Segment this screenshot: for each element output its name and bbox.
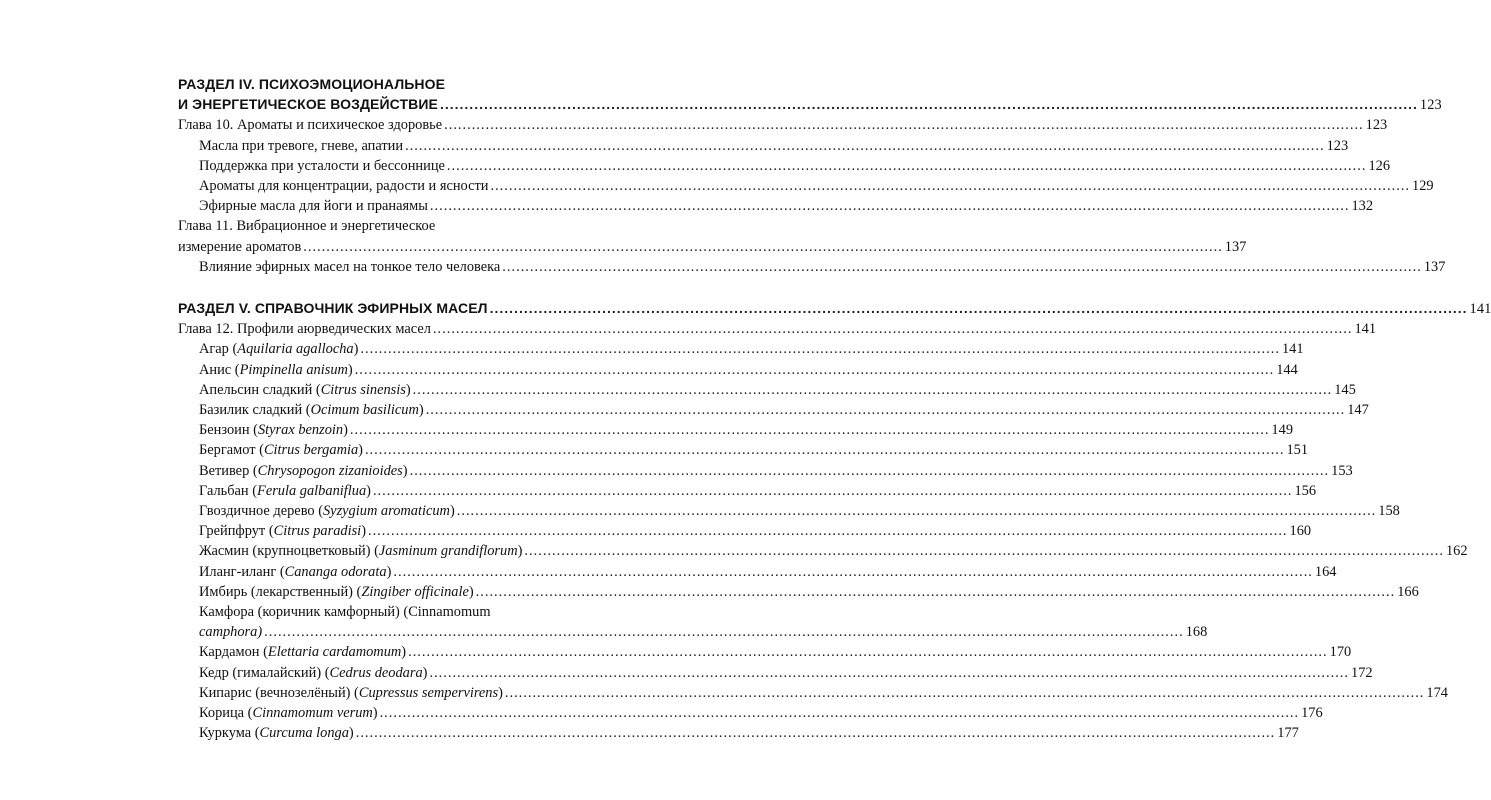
item-title: Ароматы для концентрации, радости и ясности [199, 178, 489, 195]
dot-leader: ........................................................................................................................................................................................................ [504, 684, 1425, 701]
toc-entry-item [178, 582, 1419, 602]
item-name: Гвоздичное дерево [199, 503, 319, 520]
page-number: 160 [1289, 523, 1312, 540]
item-latin-name: Aquilaria agallocha [237, 341, 354, 358]
page-number: 156 [1294, 482, 1317, 499]
item-latin-name: Citrus bergamia [263, 442, 359, 459]
item-title: Имбирь (лекарственный) (Zingiber officinale) [199, 583, 474, 600]
page-number: 168 [1185, 624, 1208, 641]
toc-entry-item [178, 176, 1434, 196]
page-number: 132 [1351, 198, 1374, 215]
item-title: Ветивер (Chrysopogon zizanioides) [199, 462, 408, 479]
toc-entry-item [178, 683, 1448, 703]
toc-entry-item [178, 723, 1299, 743]
item-name: Иланг-иланг [199, 563, 280, 580]
item-name: Анис [199, 361, 235, 378]
page-number: 137 [1423, 258, 1446, 275]
chapter-title: измерение ароматов [178, 238, 302, 255]
item-name: Бензоин [199, 422, 254, 439]
toc-entry-item [178, 360, 1298, 380]
item-latin-name: Cananga odorata [284, 563, 387, 580]
item-title: Базилик сладкий (Ocimum basilicum) [199, 402, 424, 419]
page-number: 126 [1368, 157, 1391, 174]
toc-entry-chapter [178, 237, 1247, 257]
item-name: Кипарис (вечнозелёный) [199, 684, 355, 701]
item-latin-name: Elettaria cardamomum [267, 644, 402, 661]
dot-leader: ........................................................................................................................................................................................................ [409, 462, 1330, 479]
dot-leader: ........................................................................................................................................................................................................ [364, 442, 1285, 459]
chapter-title: Глава 10. Ароматы и психическое здоровье [178, 117, 443, 134]
item-title: Камфора (коричник камфорный) (Cinnamomum [199, 604, 491, 621]
item-latin-name: Citrus sinensis [320, 381, 406, 398]
oil-list [178, 339, 1468, 743]
item-name: Имбирь (лекарственный) [199, 583, 357, 600]
page-number: 141 [1469, 301, 1491, 318]
item-latin-name: Chrysopogon zizanioides [257, 462, 403, 479]
dot-leader: ........................................................................................................................................................................................................ [475, 583, 1396, 600]
section-title: РАЗДЕЛ V. СПРАВОЧНИК ЭФИРНЫХ МАСЕЛ [178, 300, 488, 317]
dot-leader: ........................................................................................................................................................................................................ [502, 258, 1422, 275]
item-title: Кипарис (вечнозелёный) (Cupressus sempervirens) [199, 684, 503, 701]
item-title: Бергамот (Citrus bergamia) [199, 442, 363, 459]
page-number: 144 [1276, 361, 1298, 378]
toc-entry-item [178, 420, 1294, 440]
item-title: Иланг-иланг (Cananga odorata) [199, 563, 392, 580]
page-number: 147 [1347, 402, 1369, 419]
item-latin-name: Cupressus sempervirens [358, 684, 499, 701]
table-of-contents [178, 74, 1491, 744]
item-name: Бергамот [199, 442, 260, 459]
item-latin-name: Ferula galbaniflua [257, 482, 367, 499]
dot-leader: ........................................................................................................................................................................................................ [354, 361, 1275, 378]
dot-leader: ........................................................................................................................................................................................................ [490, 178, 1411, 195]
page-number: 164 [1314, 563, 1337, 580]
section-heading [178, 74, 610, 94]
item-title: Кедр (гималайский) (Cedrus deodara) [199, 664, 428, 681]
page-number: 123 [1419, 97, 1442, 114]
page-number: 123 [1365, 117, 1388, 134]
item-title: Грейпфрут (Citrus paradisi) [199, 523, 366, 540]
item-latin-name: Zingiber officinale [361, 583, 469, 600]
toc-entry-item [178, 440, 1309, 460]
dot-leader: ........................................................................................................................................................................................................ [412, 381, 1333, 398]
item-latin-name: Jasminum grandiflorum [378, 543, 518, 560]
toc-entry-item [178, 400, 1369, 420]
item-title: Гальбан (Ferula galbaniflua) [199, 482, 371, 499]
item-name: Базилик сладкий [199, 402, 306, 419]
item-name: Агар [199, 341, 233, 358]
toc-entry-item-line [178, 602, 610, 622]
toc-entry-item [178, 380, 1356, 400]
dot-leader: ........................................................................................................................................................................................................ [303, 238, 1223, 255]
page-number: 174 [1426, 684, 1448, 701]
item-latin-name: Cinnamomum verum [252, 705, 373, 722]
dot-leader: ........................................................................................................................................................................................................ [367, 523, 1288, 540]
item-latin-name: Pimpinella anisum [239, 361, 348, 378]
item-title: camphora) [199, 624, 263, 641]
toc-entry-item [178, 501, 1400, 521]
item-title: Бензоин (Styrax benzoin) [199, 422, 348, 439]
page-number: 123 [1326, 137, 1349, 154]
dot-leader: ........................................................................................................................................................................................................ [360, 341, 1280, 358]
toc-entry-item [178, 156, 1391, 176]
page-number: 166 [1397, 583, 1419, 600]
item-title: Куркума (Curcuma longa) [199, 725, 354, 742]
item-title: Эфирные масла для йоги и пранаямы [199, 198, 428, 215]
toc-entry-item [178, 339, 1304, 359]
item-name: Куркума [199, 725, 255, 742]
item-title: Кардамон (Elettaria cardamomum) [199, 644, 407, 661]
toc-entry-item [178, 622, 1208, 642]
item-title: Жасмин (крупноцветковый) (Jasminum grandiflorum) [199, 543, 523, 560]
item-title: Масла при тревоге, гневе, апатии [199, 137, 404, 154]
toc-entry-item [178, 481, 1317, 501]
item-latin-name: Cedrus deodara [329, 664, 423, 681]
page-number: 170 [1329, 644, 1352, 661]
item-title: Поддержка при усталости и бессоннице [199, 157, 445, 174]
toc-entry-chapter [178, 319, 1377, 339]
toc-entry-item [178, 136, 1349, 156]
chapter-title-line [178, 216, 610, 236]
dot-leader: ........................................................................................................................................................................................................ [456, 503, 1377, 520]
page-number: 145 [1334, 381, 1356, 398]
page-number: 153 [1331, 462, 1353, 479]
dot-leader: ........................................................................................................................................................................................................ [393, 563, 1313, 580]
item-name: Кедр (гималайский) [199, 664, 325, 681]
dot-leader: ........................................................................................................................................................................................................ [429, 664, 1349, 681]
page-number: 162 [1445, 543, 1468, 560]
item-name: Кардамон [199, 644, 264, 661]
item-name: Жасмин (крупноцветковый) [199, 543, 375, 560]
item-title: Агар (Aquilaria agallocha) [199, 341, 359, 358]
toc-entry-item [178, 257, 1446, 277]
toc-entry-item [178, 461, 1353, 481]
section-spacer [178, 277, 610, 298]
chapter-title: Глава 11. Вибрационное и энергетическое [178, 218, 436, 235]
toc-entry-section [178, 298, 1491, 319]
section-title-line: РАЗДЕЛ IV. ПСИХОЭМОЦИОНАЛЬНОЕ [178, 76, 446, 92]
page-number: 141 [1354, 321, 1377, 338]
dot-leader: ........................................................................................................................................................................................................ [432, 321, 1353, 338]
item-name: Апельсин сладкий [199, 381, 316, 398]
page-number: 149 [1271, 422, 1294, 439]
page-number: 137 [1224, 238, 1247, 255]
item-name: Грейпфрут [199, 523, 269, 540]
page-number: 129 [1412, 178, 1434, 195]
toc-entry-item [178, 642, 1352, 662]
dot-leader: ........................................................................................................................................................................................................ [439, 96, 1418, 113]
toc-entry-item [178, 703, 1323, 723]
dot-leader: ........................................................................................................................................................................................................ [429, 198, 1350, 215]
page-number: 158 [1378, 503, 1400, 520]
dot-leader: ........................................................................................................................................................................................................ [379, 705, 1300, 722]
dot-leader: ........................................................................................................................................................................................................ [408, 644, 1328, 661]
dot-leader: ........................................................................................................................................................................................................ [264, 624, 1184, 641]
dot-leader: ........................................................................................................................................................................................................ [405, 137, 1325, 154]
item-title: Корица (Cinnamomum verum) [199, 705, 378, 722]
chapter-title: Глава 12. Профили аюрведических масел [178, 321, 431, 338]
toc-entry-item [178, 562, 1337, 582]
dot-leader: ........................................................................................................................................................................................................ [489, 300, 1468, 317]
item-title: Апельсин сладкий (Citrus sinensis) [199, 381, 411, 398]
item-title: Влияние эфирных масел на тонкое тело человека [199, 258, 501, 275]
item-name: Ветивер [199, 462, 253, 479]
toc-entry-item [178, 521, 1312, 541]
item-latin-name: Styrax benzoin [257, 422, 344, 439]
toc-entry-item [178, 541, 1468, 561]
page-number: 176 [1301, 705, 1323, 722]
dot-leader: ........................................................................................................................................................................................................ [425, 402, 1346, 419]
dot-leader: ........................................................................................................................................................................................................ [349, 422, 1270, 439]
toc-entry-section [178, 94, 1442, 115]
page-number: 177 [1277, 725, 1299, 742]
item-latin-name: Citrus paradisi [273, 523, 362, 540]
toc-entry-item [178, 196, 1374, 216]
dot-leader: ........................................................................................................................................................................................................ [372, 482, 1293, 499]
item-latin-name: Syzygium aromaticum [322, 503, 450, 520]
dot-leader: ........................................................................................................................................................................................................ [524, 543, 1444, 560]
dot-leader: ........................................................................................................................................................................................................ [446, 157, 1367, 174]
item-name: Корица [199, 705, 248, 722]
toc-entry-chapter [178, 115, 1388, 135]
dot-leader: ........................................................................................................................................................................................................ [444, 117, 1364, 134]
item-latin-name: Curcuma longa [259, 725, 349, 742]
dot-leader: ........................................................................................................................................................................................................ [355, 725, 1276, 742]
item-title: Анис (Pimpinella anisum) [199, 361, 353, 378]
page-number: 172 [1351, 664, 1373, 681]
section-title-line: И ЭНЕРГЕТИЧЕСКОЕ ВОЗДЕЙСТВИЕ [178, 96, 438, 113]
item-name: Гальбан [199, 482, 253, 499]
page-number: 141 [1281, 341, 1304, 358]
item-title: Гвоздичное дерево (Syzygium aromaticum) [199, 503, 455, 520]
page-number: 151 [1286, 442, 1309, 459]
toc-entry-item [178, 663, 1373, 683]
item-latin-name: Ocimum basilicum [310, 402, 419, 419]
